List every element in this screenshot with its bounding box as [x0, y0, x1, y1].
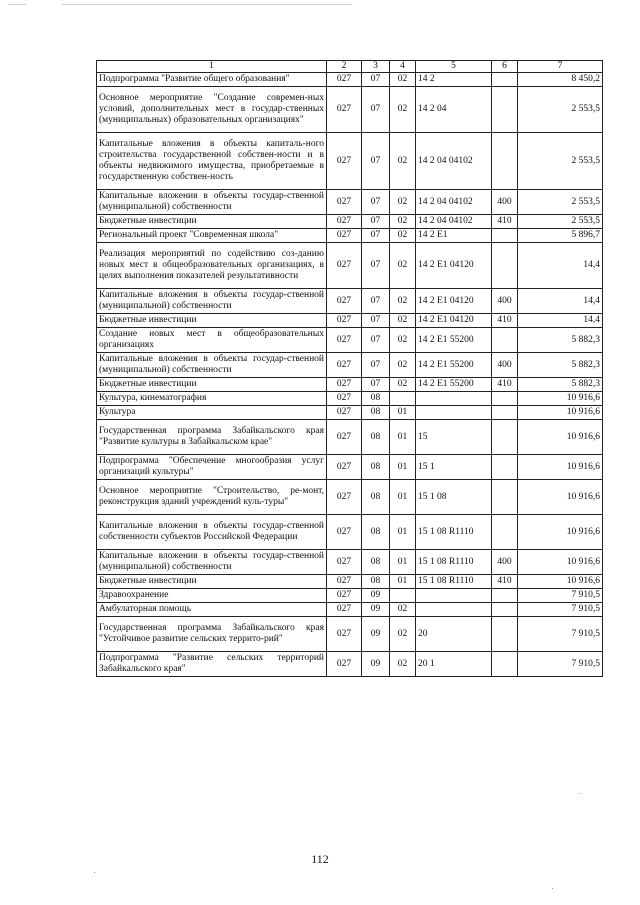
row-code-5	[416, 406, 492, 420]
row-code-5: 15	[416, 420, 492, 455]
row-code-6	[492, 589, 518, 603]
row-code-4: 01	[390, 420, 416, 455]
row-code-3: 07	[362, 289, 390, 314]
row-code-6: 400	[492, 550, 518, 575]
row-code-4: 01	[390, 575, 416, 589]
row-code-2: 027	[327, 215, 362, 229]
table-row	[97, 73, 603, 87]
row-code-4: 01	[390, 455, 416, 480]
row-code-6: 410	[492, 378, 518, 392]
row-code-5: 14 2	[416, 73, 492, 87]
row-code-3: 08	[362, 480, 390, 515]
row-name: Капитальные вложения в объекты государ-ственной собственности субъектов Российской Федерации	[97, 515, 327, 550]
row-code-2: 027	[327, 314, 362, 328]
row-code-2: 027	[327, 406, 362, 420]
table-row	[97, 133, 603, 190]
row-amount: 10 916,6	[518, 515, 603, 550]
row-name: Культура	[97, 406, 327, 420]
row-code-5: 15 1 08 R1110	[416, 515, 492, 550]
row-code-5	[416, 589, 492, 603]
row-code-4: 01	[390, 480, 416, 515]
row-name: Подпрограмма "Развитие общего образования"	[97, 73, 327, 87]
row-code-4: 01	[390, 515, 416, 550]
row-code-2: 027	[327, 575, 362, 589]
header-cell-3: 3	[362, 61, 390, 73]
row-code-5: 14 2 E1	[416, 229, 492, 243]
row-code-3: 07	[362, 190, 390, 215]
row-code-2: 027	[327, 589, 362, 603]
row-name: Капитальные вложения в объекты государ-ственной (муниципальной) собственности	[97, 353, 327, 378]
row-amount: 10 916,6	[518, 575, 603, 589]
row-amount: 10 916,6	[518, 406, 603, 420]
table-row	[97, 550, 603, 575]
row-name: Государственная программа Забайкальского края "Устойчивое развитие сельских террито-рий"	[97, 617, 327, 652]
row-code-3: 07	[362, 87, 390, 133]
row-amount: 10 916,6	[518, 550, 603, 575]
row-amount: 7 910,5	[518, 617, 603, 652]
row-amount: 7 910,5	[518, 652, 603, 677]
row-code-5: 14 2 E1 04120	[416, 289, 492, 314]
row-name: Государственная программа Забайкальского края "Развитие культуры в Забайкальском крае"	[97, 420, 327, 455]
header-cell-4: 4	[390, 61, 416, 73]
row-name: Основное мероприятие "Создание современ-ных условий, дополнительных мест в государ-ственных (муниципальных) образовательных организациях"	[97, 87, 327, 133]
header-cell-7: 7	[518, 61, 603, 73]
row-code-6: 400	[492, 289, 518, 314]
row-code-5: 14 2 E1 55200	[416, 353, 492, 378]
row-code-3: 08	[362, 406, 390, 420]
row-code-6	[492, 87, 518, 133]
row-code-6	[492, 515, 518, 550]
row-code-6	[492, 243, 518, 289]
row-code-2: 027	[327, 353, 362, 378]
table-row	[97, 87, 603, 133]
row-code-3: 09	[362, 617, 390, 652]
row-code-6	[492, 480, 518, 515]
row-code-5: 14 2 E1 55200	[416, 328, 492, 353]
row-code-5: 14 2 E1 55200	[416, 378, 492, 392]
row-code-4: 02	[390, 617, 416, 652]
table-body	[97, 73, 603, 677]
table-row	[97, 575, 603, 589]
row-code-2: 027	[327, 190, 362, 215]
table-row	[97, 617, 603, 652]
row-code-4: 02	[390, 229, 416, 243]
row-code-2: 027	[327, 133, 362, 190]
row-code-4: 02	[390, 289, 416, 314]
row-code-4: 02	[390, 378, 416, 392]
row-code-5: 20 1	[416, 652, 492, 677]
row-code-6	[492, 328, 518, 353]
row-code-6: 410	[492, 575, 518, 589]
table-row	[97, 515, 603, 550]
row-code-2: 027	[327, 455, 362, 480]
row-code-5: 14 2 04 04102	[416, 133, 492, 190]
row-amount: 14,4	[518, 314, 603, 328]
row-amount: 10 916,6	[518, 455, 603, 480]
row-code-2: 027	[327, 73, 362, 87]
table-row	[97, 406, 603, 420]
row-code-6	[492, 392, 518, 406]
row-code-2: 027	[327, 87, 362, 133]
row-amount: 8 450,2	[518, 73, 603, 87]
row-code-4: 02	[390, 652, 416, 677]
row-code-5: 15 1 08 R1110	[416, 575, 492, 589]
row-code-5: 15 1 08 R1110	[416, 550, 492, 575]
row-code-5: 14 2 E1 04120	[416, 243, 492, 289]
row-code-4	[390, 392, 416, 406]
row-code-5: 14 2 04 04102	[416, 215, 492, 229]
row-code-3: 08	[362, 420, 390, 455]
row-name: Региональный проект "Современная школа"	[97, 229, 327, 243]
row-code-5: 14 2 E1 04120	[416, 314, 492, 328]
row-name: Капитальные вложения в объекты государ-ственной (муниципальной) собственности	[97, 190, 327, 215]
row-code-3: 07	[362, 133, 390, 190]
top-rule-right	[62, 4, 352, 5]
row-code-5	[416, 392, 492, 406]
row-name: Капитальные вложения в объекты капиталь-ного строительства государственной собствен-ности и в объекты недвижимого имущества, приобретаемые в государственную собствен-ность	[97, 133, 327, 190]
row-code-4: 02	[390, 73, 416, 87]
row-code-2: 027	[327, 550, 362, 575]
row-code-6: 400	[492, 353, 518, 378]
row-code-3: 08	[362, 575, 390, 589]
row-amount: 2 553,5	[518, 133, 603, 190]
table-row	[97, 229, 603, 243]
table-row	[97, 289, 603, 314]
table-row	[97, 215, 603, 229]
row-code-4: 01	[390, 550, 416, 575]
row-code-2: 027	[327, 652, 362, 677]
row-code-4: 02	[390, 314, 416, 328]
row-amount: 7 910,5	[518, 589, 603, 603]
row-name: Реализация мероприятий по содействию соз-данию новых мест в общеобразовательных организациях, в целях выполнения показателей результативности	[97, 243, 327, 289]
row-amount: 2 553,5	[518, 215, 603, 229]
table-row	[97, 480, 603, 515]
row-code-6: 410	[492, 215, 518, 229]
table-row	[97, 190, 603, 215]
table-row	[97, 378, 603, 392]
row-amount: 2 553,5	[518, 87, 603, 133]
row-code-4: 02	[390, 87, 416, 133]
row-code-6	[492, 133, 518, 190]
row-code-3: 09	[362, 589, 390, 603]
row-code-6: 410	[492, 314, 518, 328]
row-amount: 5 896,7	[518, 229, 603, 243]
table-row	[97, 353, 603, 378]
scan-speck	[580, 793, 581, 794]
row-code-5: 14 2 04	[416, 87, 492, 133]
row-code-2: 027	[327, 480, 362, 515]
row-code-5: 15 1	[416, 455, 492, 480]
row-code-2: 027	[327, 378, 362, 392]
page-number: 112	[311, 852, 329, 866]
table-row	[97, 652, 603, 677]
row-code-2: 027	[327, 289, 362, 314]
row-code-2: 027	[327, 243, 362, 289]
header-cell-6: 6	[492, 61, 518, 73]
row-code-6	[492, 406, 518, 420]
row-amount: 14,4	[518, 243, 603, 289]
row-code-3: 09	[362, 603, 390, 617]
table-row	[97, 455, 603, 480]
row-code-2: 027	[327, 229, 362, 243]
row-amount: 10 916,6	[518, 420, 603, 455]
row-code-6	[492, 73, 518, 87]
row-amount: 2 553,5	[518, 190, 603, 215]
row-name: Подпрограмма "Обеспечение многообразия услуг организаций культуры"	[97, 455, 327, 480]
row-name: Бюджетные инвестиции	[97, 215, 327, 229]
row-code-4: 02	[390, 243, 416, 289]
row-code-3: 08	[362, 455, 390, 480]
row-code-3: 07	[362, 215, 390, 229]
row-code-3: 07	[362, 314, 390, 328]
row-name: Бюджетные инвестиции	[97, 314, 327, 328]
row-amount: 5 882,3	[518, 353, 603, 378]
row-code-3: 07	[362, 243, 390, 289]
row-code-3: 08	[362, 515, 390, 550]
row-code-4: 02	[390, 133, 416, 190]
budget-table	[96, 60, 603, 677]
row-name: Здравоохранение	[97, 589, 327, 603]
row-code-2: 027	[327, 603, 362, 617]
row-code-3: 07	[362, 328, 390, 353]
row-code-6	[492, 455, 518, 480]
top-rule-left	[8, 4, 26, 5]
table-row	[97, 243, 603, 289]
row-code-3: 07	[362, 229, 390, 243]
row-code-5: 14 2 04 04102	[416, 190, 492, 215]
row-code-4	[390, 589, 416, 603]
table-row	[97, 392, 603, 406]
scan-speck	[552, 888, 553, 889]
row-name: Создание новых мест в общеобразовательных организациях	[97, 328, 327, 353]
row-code-6	[492, 420, 518, 455]
table-row	[97, 314, 603, 328]
row-name: Бюджетные инвестиции	[97, 575, 327, 589]
row-code-2: 027	[327, 328, 362, 353]
row-name: Бюджетные инвестиции	[97, 378, 327, 392]
row-name: Основное мероприятие "Строительство, ре-монт, реконструкция зданий учреждений куль-туры"	[97, 480, 327, 515]
row-amount: 7 910,5	[518, 603, 603, 617]
row-name: Амбулаторная помощь	[97, 603, 327, 617]
row-code-5	[416, 603, 492, 617]
header-row	[97, 61, 603, 73]
row-code-5: 15 1 08	[416, 480, 492, 515]
row-code-5: 20	[416, 617, 492, 652]
row-code-2: 027	[327, 420, 362, 455]
scan-speck	[94, 872, 95, 873]
row-amount: 14,4	[518, 289, 603, 314]
row-code-2: 027	[327, 392, 362, 406]
row-code-2: 027	[327, 617, 362, 652]
row-code-4: 01	[390, 406, 416, 420]
row-name: Капитальные вложения в объекты государ-ственной (муниципальной) собственности	[97, 550, 327, 575]
row-code-3: 07	[362, 378, 390, 392]
row-name: Подпрограмма "Развитие сельских территорий Забайкальского края"	[97, 652, 327, 677]
table-row	[97, 589, 603, 603]
row-code-3: 08	[362, 392, 390, 406]
row-code-4: 02	[390, 328, 416, 353]
row-name: Культура, кинематография	[97, 392, 327, 406]
row-code-6	[492, 603, 518, 617]
row-name: Капитальные вложения в объекты государ-ственной (муниципальной) собственности	[97, 289, 327, 314]
row-code-3: 09	[362, 652, 390, 677]
row-amount: 5 882,3	[518, 328, 603, 353]
row-code-6	[492, 229, 518, 243]
table-row	[97, 420, 603, 455]
table-row	[97, 328, 603, 353]
row-code-4: 02	[390, 215, 416, 229]
row-amount: 5 882,3	[518, 378, 603, 392]
row-code-3: 08	[362, 550, 390, 575]
row-code-3: 07	[362, 73, 390, 87]
table-row	[97, 603, 603, 617]
row-amount: 10 916,6	[518, 480, 603, 515]
header-cell-5: 5	[416, 61, 492, 73]
row-code-6	[492, 617, 518, 652]
row-code-6: 400	[492, 190, 518, 215]
row-code-3: 07	[362, 353, 390, 378]
row-code-6	[492, 652, 518, 677]
header-cell-1: 1	[97, 61, 327, 73]
row-code-2: 027	[327, 515, 362, 550]
row-code-4: 02	[390, 190, 416, 215]
row-code-4: 02	[390, 603, 416, 617]
row-code-4: 02	[390, 353, 416, 378]
header-cell-2: 2	[327, 61, 362, 73]
row-amount: 10 916,6	[518, 392, 603, 406]
